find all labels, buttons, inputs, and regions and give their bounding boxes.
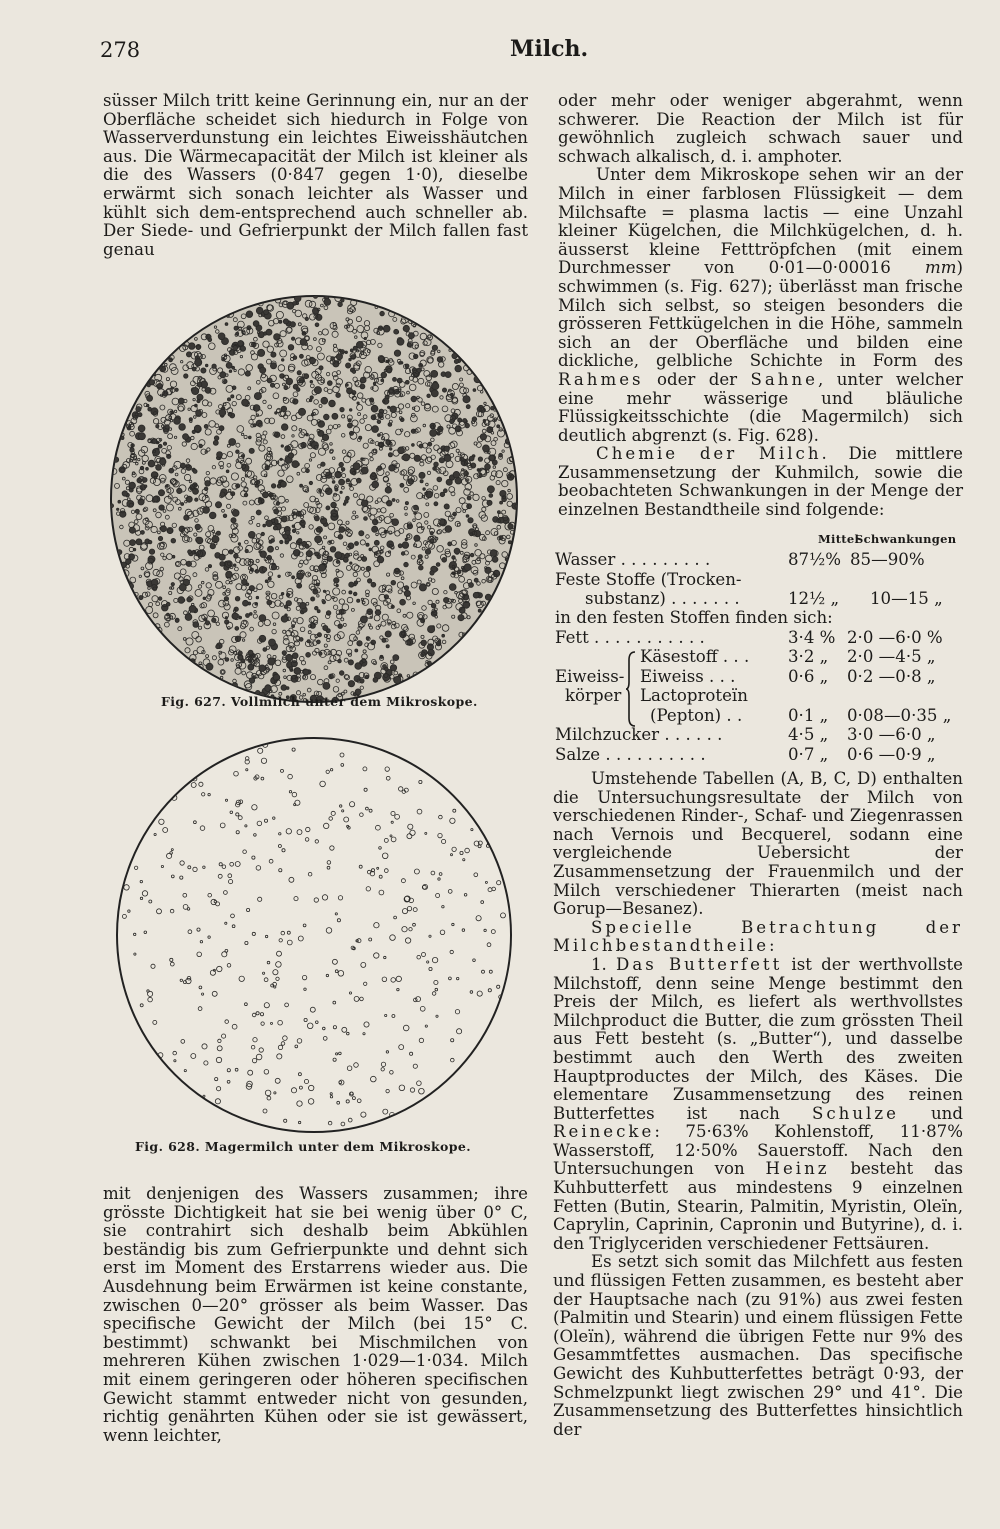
- text: ist der werthvollste Milchstoff, denn seine Menge bestimmt den Preis der Milch, es liefert als werthvollstes Milchproduct die Butter, die zum grössten Theil aus Fett besteht (s. „Butter“), und dasselbe bestimmt auch den Werth des zweiten Hauptproductes der Milch, des Käses. Die elementare Zusammensetzung des reinen Butterfettes ist nach: [553, 954, 964, 1123]
- item-number: 1.: [591, 954, 617, 974]
- row-range: 0·6 —0·9 „: [847, 745, 936, 764]
- table-row-wasser: [555, 550, 965, 569]
- row-label: Salze . . . . . . . . . .: [555, 745, 706, 764]
- figure-627-vollmilch: [105, 293, 523, 705]
- row-label: Milchzucker . . . . . .: [555, 725, 723, 744]
- name-schulze: Schulze: [811, 1103, 899, 1123]
- table-row-eiweiss: [555, 667, 965, 686]
- text: besteht das Kuhbutterfett aus mindestens 9 einzelnen Fetten (Butin, Stearin, Palmitin, Myristin, Oleïn, Caprylin, Caprinin, Capronin und Butyrine), d. i. den Triglyceriden verschiedener Fettsäuren.: [553, 1159, 963, 1253]
- row-mittel: 0·1 „: [788, 706, 829, 725]
- row-mittel: 12½ „: [788, 589, 840, 608]
- table-subheading: [555, 608, 965, 627]
- row-label: Lactoproteïn: [640, 686, 748, 705]
- table-row-fett: [555, 628, 965, 647]
- right-column-top-text: [558, 92, 963, 520]
- section-heading-chemie: Chemie der Milch.: [596, 444, 830, 464]
- row-range: 2·0 —6·0 %: [847, 628, 943, 647]
- column-header-mittel: Mittel: [818, 532, 860, 546]
- row-label: Fett . . . . . . . . . . .: [555, 628, 705, 647]
- paragraph-chemie: [558, 445, 963, 519]
- row-range: 10—15 „: [870, 589, 943, 608]
- row-label: (Pepton) . .: [650, 706, 743, 725]
- paragraph-microscope: [558, 166, 963, 445]
- text: Unter dem Mikroskope sehen wir an der Milch in einer farblosen Flüssigkeit — dem Milchsafte = plasma lactis — eine Unzahl kleiner Kügelchen, die Milchkügelchen, d. h. äusserst kleine Fetttröpfchen (mit einem Durchmesser von 0·01—0·00016: [558, 165, 963, 278]
- paragraph-butterfett: [553, 956, 963, 1254]
- subheading-text: in den festen Stoffen finden sich:: [555, 608, 833, 627]
- row-mittel: 0·7 „: [788, 745, 829, 764]
- running-title: Milch.: [510, 36, 589, 62]
- table-row-feste-stoffe: [555, 570, 965, 589]
- term-sahne: Sahne: [750, 369, 819, 389]
- row-range: 3·0 —6·0 „: [847, 725, 936, 744]
- row-range: 2·0 —4·5 „: [847, 647, 936, 666]
- text: und: [898, 1103, 963, 1123]
- text: ) schwimmen (s. Fig. 627); überlässt man frische Milch sich selbst, so steigen besonders die grösseren Fettkügelchen in die Höhe, sammeln sich an der Oberfläche und bilden eine dickliche, gelbliche Schichte in Form des: [558, 258, 963, 371]
- row-range: 0·2 —0·8 „: [847, 667, 936, 686]
- name-heinz: Heinz: [765, 1159, 830, 1179]
- row-mittel: 4·5 „: [788, 725, 829, 744]
- table-row-kaesestoff: [555, 647, 965, 666]
- column-header-schwankungen: Schwankungen: [855, 532, 957, 546]
- row-label: Wasser . . . . . . . . .: [555, 550, 711, 569]
- left-column-bottom-text: [103, 1185, 528, 1445]
- figure-628-magermilch: [110, 735, 518, 1135]
- paragraph-milchfett: Es setzt sich somit das Milchfett aus festen und flüssigen Fetten zusammen, es besteht aber der Hauptsache nach (zu 91%) aus zwei festen (Palmitin und Stearin) und einem flüssigen Fette (Oleïn), während die übrigen Fette nur 9% des Gesammtfettes ausmachen. Das specifische Gewicht des Kuhbutterfettes beträgt 0·93, der Schmelzpunkt liegt zwischen 29° und 41°. Die Zusammensetzung des Butterfettes hinsichtlich der: [553, 1252, 963, 1439]
- group-label-eiweiss: Eiweiss-: [555, 667, 625, 686]
- row-label: Eiweiss . . .: [640, 667, 736, 686]
- row-mittel: 3·2 „: [788, 647, 829, 666]
- group-label-koerper: körper: [565, 686, 622, 705]
- paragraph-reaction: oder mehr oder weniger abgerahmt, wenn schwerer. Die Reaction der Milch ist für gewöhnlich zugleich schwach sauer und schwach alkalisch, d. i. amphoter.: [558, 91, 963, 166]
- left-column-top-text: [103, 92, 528, 259]
- text: oder der: [643, 369, 751, 389]
- table-row-lactoprotein: [555, 686, 965, 705]
- figure-628-caption: Fig. 628. Magermilch unter dem Mikroskope.: [135, 1139, 472, 1154]
- text: : 75·63% Kohlenstoff, 11·87% Wasserstoff, 12·50% Sauerstoff. Nach den Untersuchungen von: [553, 1122, 963, 1179]
- table-row-feste-stoffe-cont: [555, 589, 965, 608]
- paragraph: mit denjenigen des Wassers zusammen; ihre grösste Dichtigkeit hat sie bei wenig über 0° C, sie contrahirt sich deshalb beim Abkühlen beständig bis zum Gefrierpunkte und dehnt sich erst im Moment des Erstarrens wieder aus. Die Ausdehnung beim Erwärmen ist keine constante, zwischen 0—20° grösser als beim Wasser. Das specifische Gewicht der Milch (bei 15° C. bestimmt) schwankt bei Mischmilchen von mehreren Kühen zwischen 1·029—1·034. Milch mit einem geringeren oder höheren specifischen Gewicht stammt entweder nicht von gesunden, richtig genährten Kühen oder sie ist gewässert, wenn leichter,: [103, 1184, 528, 1445]
- row-mittel: 3·4 %: [788, 628, 836, 647]
- right-column-bottom-text: [553, 770, 963, 1439]
- text: Die mittlere Zusammensetzung der Kuhmilch, sowie die beobachteten Schwankungen in der Menge der einzelnen Bestandtheile sind folgende:: [558, 444, 963, 520]
- figure-627-caption: Fig. 627. Vollmilch unter dem Mikroskope.: [161, 694, 478, 709]
- row-label: substanz) . . . . . . .: [585, 589, 740, 608]
- row-range: 85—90%: [850, 550, 925, 569]
- row-range: 0·08—0·35 „: [847, 706, 952, 725]
- term-butterfett: Das Butterfett: [616, 954, 783, 974]
- paragraph-tabellen: Umstehende Tabellen (A, B, C, D) enthalten die Untersuchungsresultate der Milch von verschiedenen Rinder-, Schaf- und Ziegenrassen nach Vernois und Becquerel, sodann eine vergleichende Uebersicht der Zusammensetzung der Frauenmilch und der Milch verschiedener Thierarten (meist nach Gorup—Besanez).: [553, 769, 963, 919]
- text: , unter welcher eine mehr wässerige und bläuliche Flüssigkeitsschichte (die Magermilch) sich deutlich abgrenzt (s. Fig. 628).: [558, 369, 963, 445]
- heading-text: Specielle Betrachtung der Milchbestandtheile:: [553, 917, 963, 956]
- name-reinecke: Reinecke: [553, 1122, 655, 1142]
- row-mittel: 0·6 „: [788, 667, 829, 686]
- paragraph: süsser Milch tritt keine Gerinnung ein, nur an der Oberfläche scheidet sich hiedurch in Folge von Wasserverdunstung ein leichtes Eiweisshäutchen aus. Die Wärmecapacität der Milch ist kleiner als die des Wassers (0·847 gegen 1·0), dieselbe erwärmt sich sonach leichter als Wasser und kühlt sich dem-entsprechend auch schneller ab. Der Siede- und Gefrierpunkt der Milch fallen fast genau: [103, 91, 528, 259]
- row-mittel: 87½%: [788, 550, 841, 569]
- page-number: 278: [100, 38, 141, 62]
- table-row-milchzucker: [555, 725, 965, 744]
- unit-mm: mm: [925, 258, 957, 278]
- table-row-salze: [555, 745, 965, 764]
- row-label: Käsestoff . . .: [640, 647, 750, 666]
- section-heading-specielle: [553, 919, 963, 956]
- table-row-pepton: [555, 706, 965, 725]
- row-label: Feste Stoffe (Trocken-: [555, 570, 742, 589]
- term-rahmes: Rahmes: [558, 369, 644, 389]
